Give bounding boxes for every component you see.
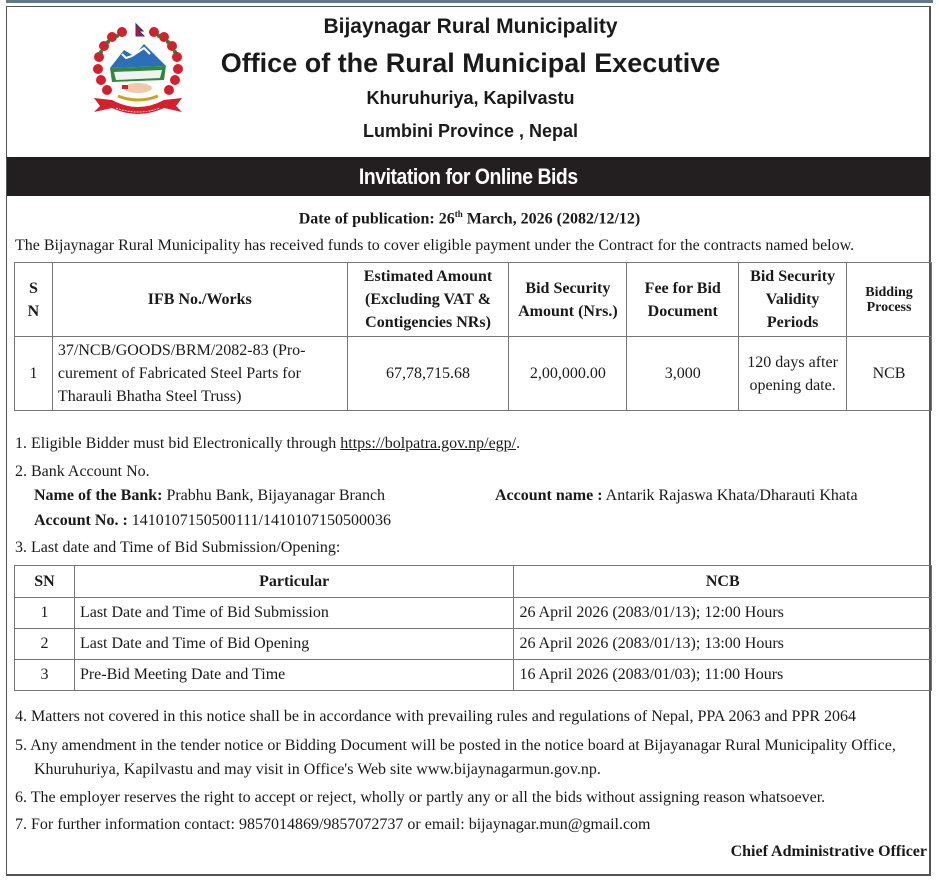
bank-name: Name of the Bank: Prabhu Bank, Bijayanagar Branch bbox=[34, 487, 386, 504]
cell-sn: 1 bbox=[15, 337, 53, 411]
account-name: Account name : Antarik Rajaswa Khata/Dharauti Khata bbox=[495, 487, 858, 504]
cell-ncb: 16 April 2026 (2083/01/03); 11:00 Hours bbox=[514, 660, 932, 691]
cell-validity: 120 days after opening date. bbox=[739, 337, 847, 411]
office-location: Khuruhuriya, Kapilvastu bbox=[366, 88, 575, 108]
cell-fee: 3,000 bbox=[627, 337, 739, 411]
contracts-table-header bbox=[15, 263, 932, 337]
header-particular: Particular bbox=[74, 566, 514, 598]
schedule-table bbox=[14, 565, 932, 691]
header-bid-security: Bid Security Amount (Nrs.) bbox=[509, 263, 627, 337]
cell-sn: 3 bbox=[15, 660, 75, 691]
item-4: 4. Matters not covered in this notice shall be in accordance with prevailing rules and regulations of Nepal, PPA 2063 and PPR 2064 bbox=[15, 708, 857, 725]
cell-estimate: 67,78,715.68 bbox=[347, 337, 509, 411]
schedule-table-header bbox=[15, 566, 932, 598]
contracts-table bbox=[14, 262, 932, 411]
item-6: 6. The employer reserves the right to accept or reject, wholly or partly any or all the bids without assigning reason whatsoever. bbox=[15, 789, 826, 806]
egp-link[interactable]: https://bolpatra.gov.np/egp/ bbox=[340, 435, 517, 452]
header-works: IFB No./Works bbox=[52, 263, 347, 337]
intro-paragraph: The Bijaynagar Rural Municipality has received funds to cover eligible payment under the Contract for the contracts named below. bbox=[15, 237, 855, 254]
cell-ncb: 26 April 2026 (2083/01/13); 13:00 Hours bbox=[514, 629, 932, 660]
table-row bbox=[15, 598, 932, 629]
cell-particular: Pre-Bid Meeting Date and Time bbox=[74, 660, 514, 691]
item-3: 3. Last date and Time of Bid Submission/Opening: bbox=[15, 539, 341, 556]
cell-sn: 1 bbox=[15, 598, 75, 629]
cell-sn: 2 bbox=[15, 629, 75, 660]
item-2: 2. Bank Account No. bbox=[15, 463, 150, 480]
publication-date-rest: March, 2026 (2082/12/12) bbox=[462, 210, 641, 228]
item-7: 7. For further information contact: 9857014869/9857072737 or email: bijaynagar.mun@gmail.com bbox=[15, 816, 651, 833]
header-estimate: Estimated Amount (Excluding VAT & Contigencies NRs) bbox=[347, 263, 509, 337]
cell-ncb: 26 April 2026 (2083/01/13); 12:00 Hours bbox=[514, 598, 932, 629]
header-sn: SN bbox=[15, 566, 75, 598]
office-title: Office of the Rural Municipal Executive bbox=[220, 48, 721, 78]
notice-title-banner bbox=[7, 157, 930, 196]
cell-particular: Last Date and Time of Bid Opening bbox=[74, 629, 514, 660]
table-row bbox=[15, 337, 932, 411]
office-province: Lumbini Province , Nepal bbox=[362, 121, 579, 141]
item-5-continued: Khuruhuriya, Kapilvastu and may visit in Office's Web site www.bijaynagarmun.gov.np. bbox=[34, 761, 601, 778]
signatory: Chief Administrative Officer bbox=[730, 843, 927, 860]
cell-particular: Last Date and Time of Bid Submission bbox=[74, 598, 514, 629]
table-row bbox=[15, 629, 932, 660]
header-validity: Bid Security Validity Periods bbox=[739, 263, 847, 337]
municipality-name: Bijaynagar Rural Municipality bbox=[323, 15, 618, 38]
header-fee: Fee for Bid Document bbox=[627, 263, 739, 337]
account-number: Account No. : 1410107150500111/1410107150500036 bbox=[34, 512, 392, 529]
item-5: 5. Any amendment in the tender notice or Bidding Document will be posted in the notice board at Bijayanagar Rural Municipality Office, bbox=[15, 737, 896, 754]
cell-works: 37/NCB/GOODS/BRM/2082-83 (Pro- curement of Fabricated Steel Parts for Tharauli Bhatha Steel Truss) bbox=[52, 337, 347, 411]
publication-date-label: Date of publication: 26 bbox=[298, 210, 455, 228]
publication-date-ordinal: th bbox=[454, 209, 463, 219]
header-ncb: NCB bbox=[514, 566, 932, 598]
cell-bid-security: 2,00,000.00 bbox=[509, 337, 627, 411]
header-sn: S N bbox=[15, 263, 53, 337]
cell-bidding-process: NCB bbox=[847, 337, 932, 411]
notice-title: Invitation for Online Bids bbox=[359, 164, 578, 189]
item-1: 1. Eligible Bidder must bid Electronically through https://bolpatra.gov.np/egp/. bbox=[15, 435, 521, 452]
table-row bbox=[15, 660, 932, 691]
publication-date bbox=[0, 209, 939, 228]
header-bidding-process: Bidding Process bbox=[847, 263, 932, 337]
top-rule bbox=[6, 0, 933, 3]
